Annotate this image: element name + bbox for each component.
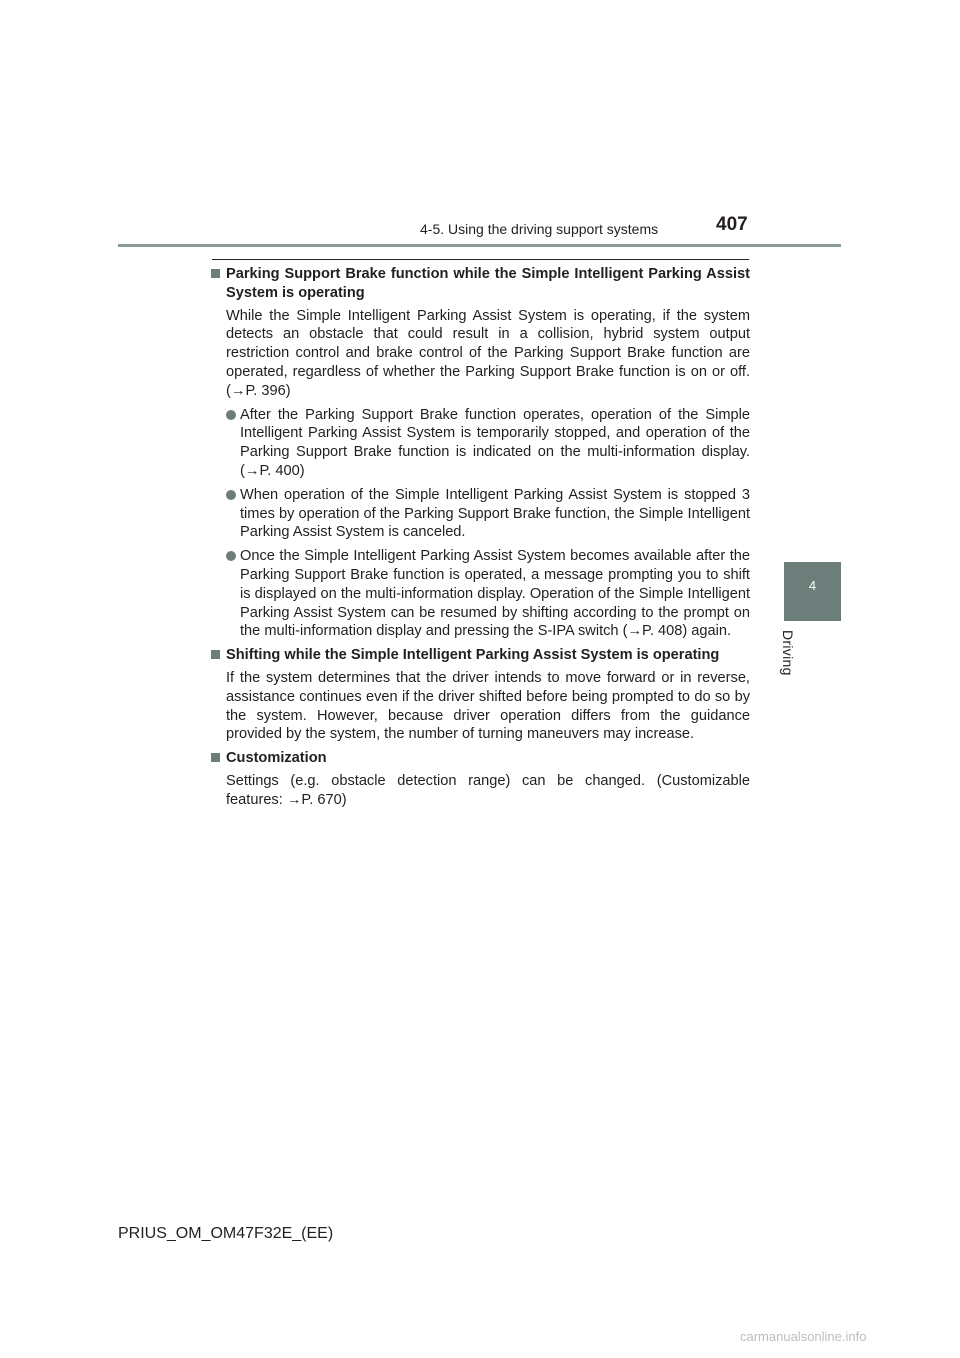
chapter-tab xyxy=(784,562,841,621)
round-bullet-icon xyxy=(226,551,236,561)
section-heading xyxy=(210,749,750,768)
list-item-text: When operation of the Simple Intelligent Parking Assist System is stopped 3 times by operation of the Parking Support Brake function, the Simple Intelligent Parking Assist System is canceled. xyxy=(240,486,750,541)
running-header-title: 4-5. Using the driving support systems xyxy=(420,221,659,237)
header-divider xyxy=(118,244,841,247)
section-heading-text: Parking Support Brake function while the Simple Intelligent Parking Assist System is operating xyxy=(226,266,750,301)
section-customization xyxy=(210,749,750,809)
main-content xyxy=(210,265,750,810)
watermark: carmanualsonline.info xyxy=(740,1329,867,1344)
round-bullet-icon xyxy=(226,410,236,420)
list-item-text: Once the Simple Intelligent Parking Assist System becomes available after the Parking Support Brake function is operated, a message prompting you to shift is displayed on the multi-information display. Operation of the Simple Intelligent Parking Assist System can be resumed by shifting according to the prompt on the multi-information display and pressing the S-IPA switch (→P. 408) again. xyxy=(240,548,750,640)
list-item-text: After the Parking Support Brake function operates, operation of the Simple Intelligent Parking Assist System is temporarily stopped, and operation of the Parking Support Brake function is indicated on the multi-information display. (→P. 400) xyxy=(240,406,750,479)
section-paragraph: Settings (e.g. obstacle detection range) can be changed. (Customizable features: →P. 670) xyxy=(226,772,750,808)
chapter-label: Driving xyxy=(780,630,796,676)
section-heading xyxy=(210,265,750,303)
section-paragraph: If the system determines that the driver intends to move forward or in reverse, assistance continues even if the driver shifted before being prompted to do so by the system. However, because driver operation differs from the guidance provided by the system, the number of turning maneuvers may increase. xyxy=(226,669,750,743)
content-top-divider xyxy=(212,259,749,260)
footer-doc-code: PRIUS_OM_OM47F32E_(EE) xyxy=(118,1225,334,1242)
list-item xyxy=(210,547,750,641)
round-bullet-icon xyxy=(226,490,236,500)
section-parking-support-brake xyxy=(210,265,750,641)
section-paragraph: While the Simple Intelligent Parking Assist System is operating, if the system detects an obstacle that could result in a collision, hybrid system output restriction control and brake control of the Parking Support Brake function are operated, regardless of whether the Parking Support Brake function is on or off. (→P. 396) xyxy=(226,307,750,399)
section-heading xyxy=(210,646,750,665)
bullet-list xyxy=(210,406,750,642)
section-heading-text: Customization xyxy=(226,750,327,767)
square-bullet-icon xyxy=(211,269,220,278)
list-item xyxy=(210,406,750,481)
square-bullet-icon xyxy=(211,753,220,762)
page-number: 407 xyxy=(716,214,748,235)
section-shifting xyxy=(210,646,750,744)
section-heading-text: Shifting while the Simple Intelligent Parking Assist System is operating xyxy=(226,647,720,664)
square-bullet-icon xyxy=(211,650,220,659)
list-item xyxy=(210,486,750,542)
chapter-number: 4 xyxy=(808,578,817,593)
